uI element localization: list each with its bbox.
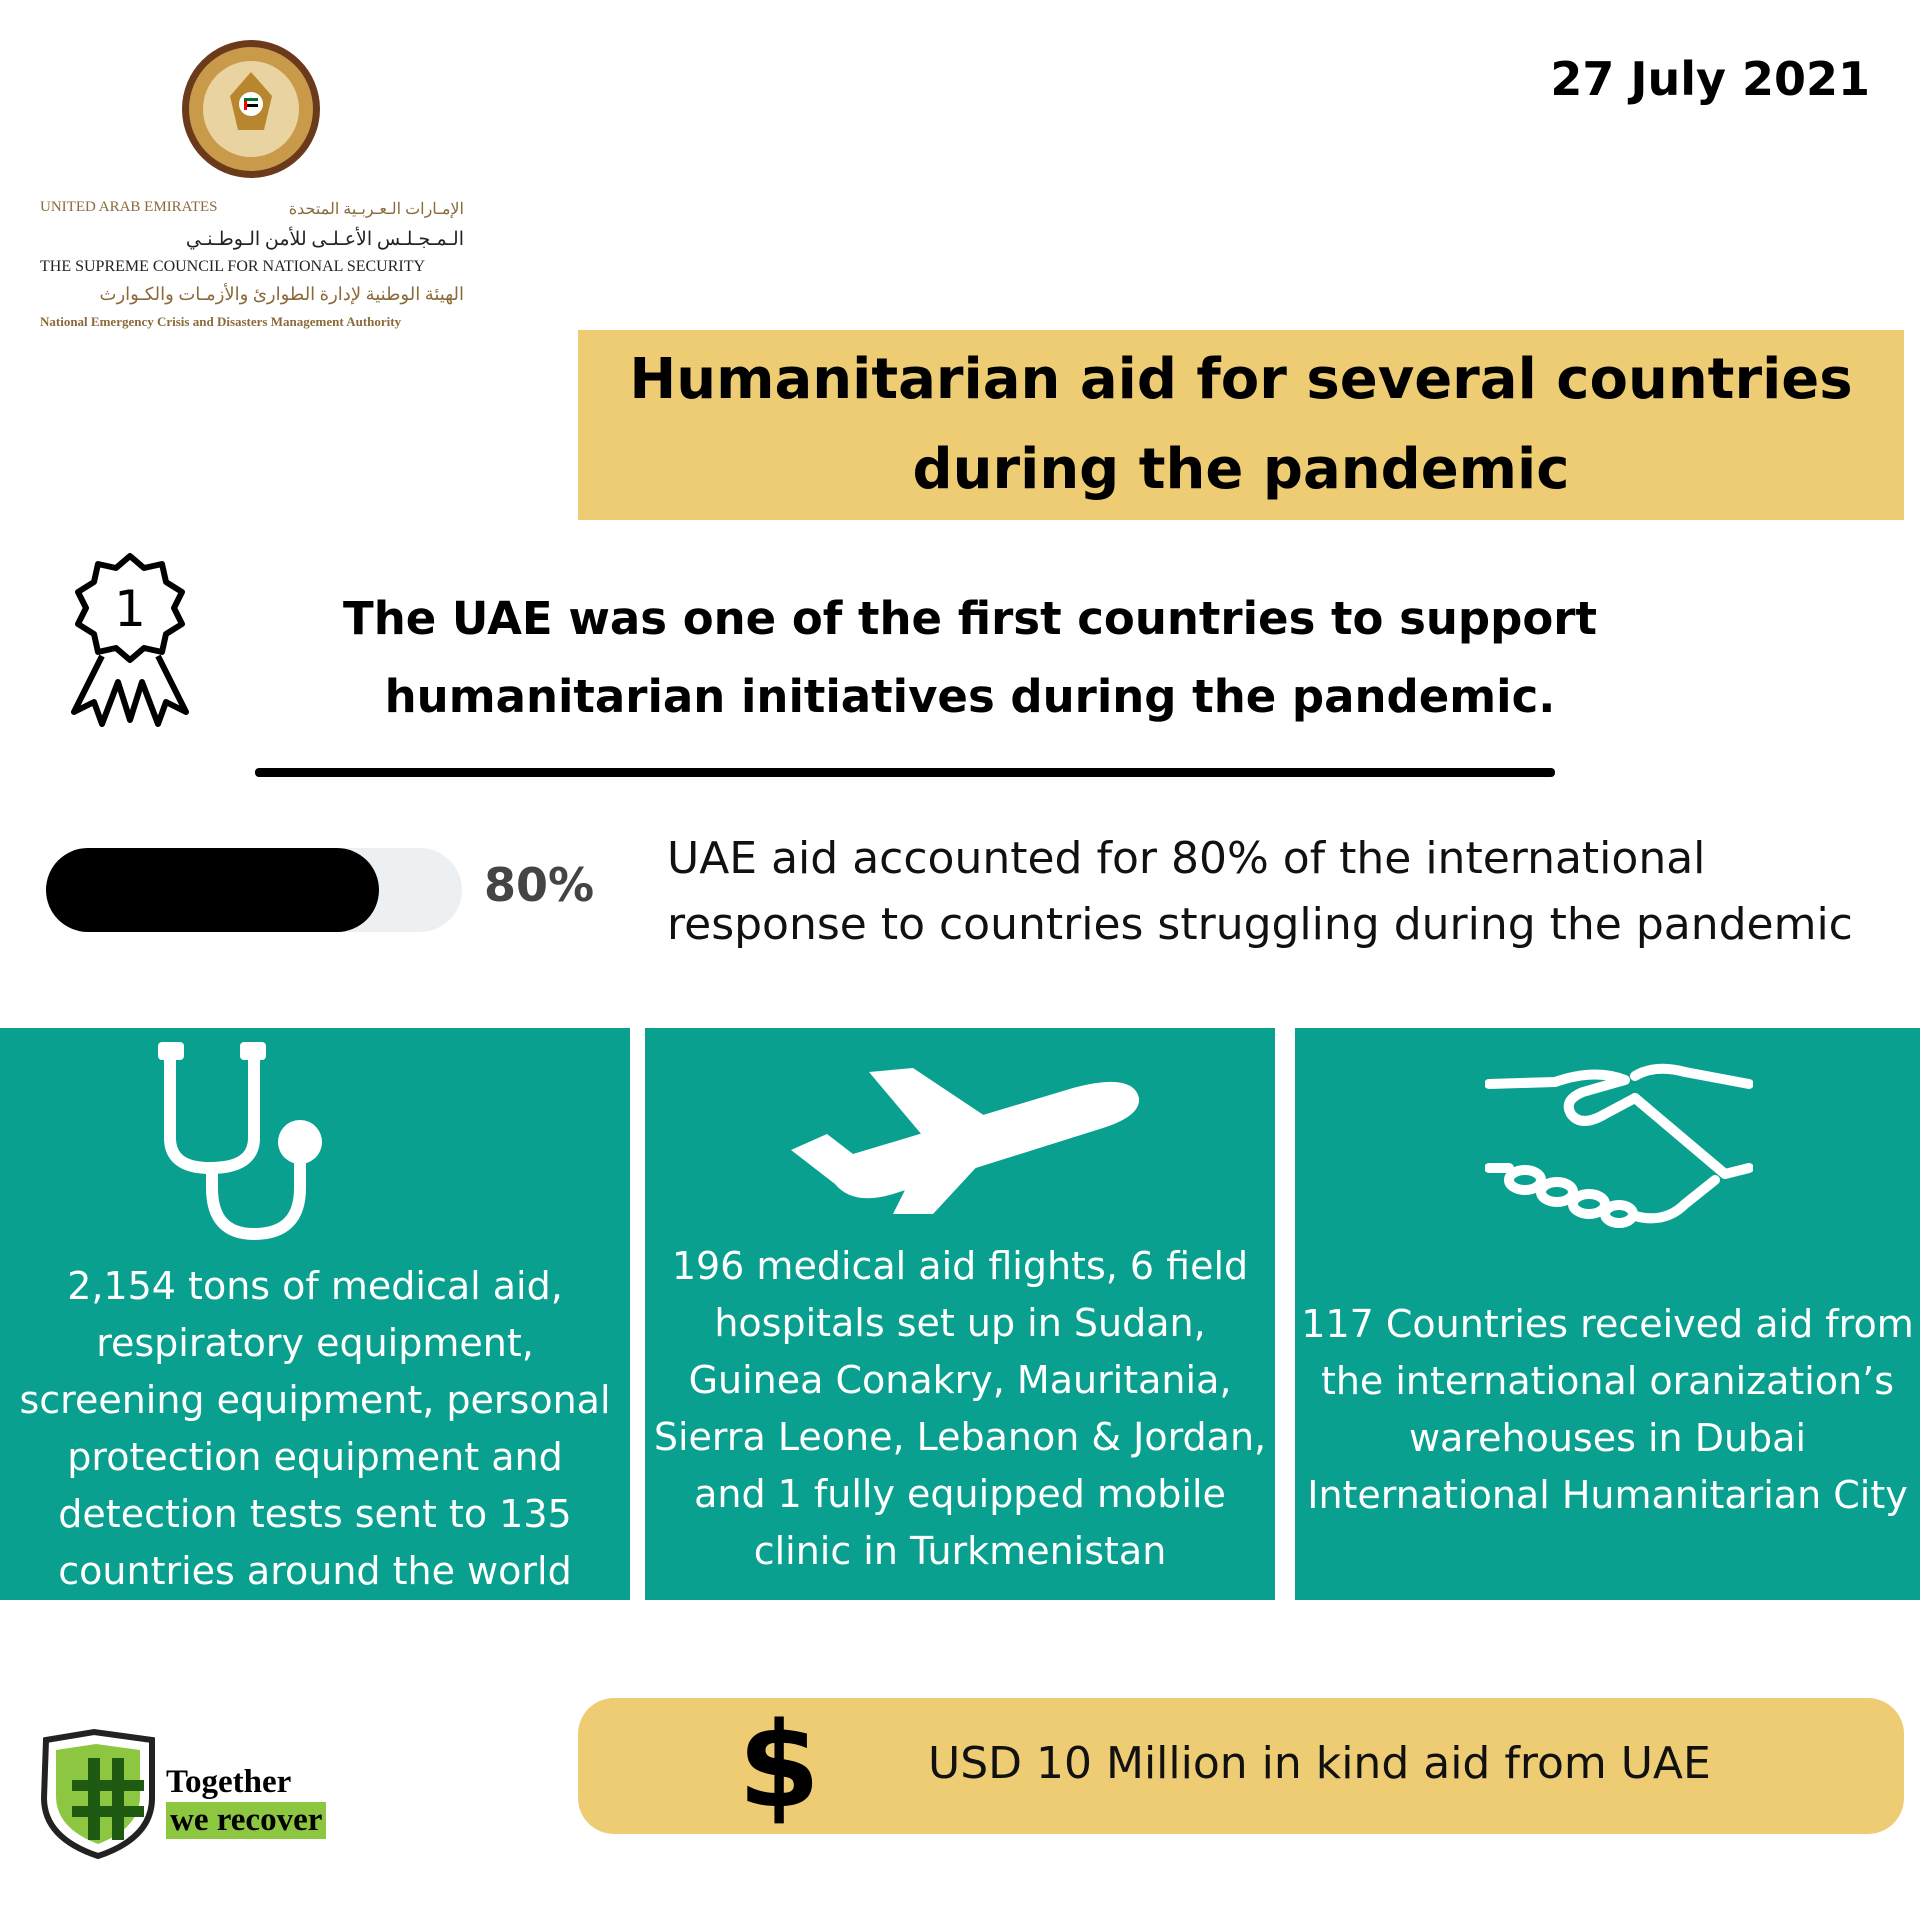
- council-name-ar: الـمـجـلـس الأعـلـى للأمن الـوطـنـي: [185, 229, 464, 250]
- uae-emblem-logo: [180, 38, 322, 180]
- dollar-icon: $: [738, 1696, 821, 1834]
- panel-medical-aid-text: 2,154 tons of medical aid, respiratory equipment, screening equipment, personal protection equipment and detection tests sent to 135 countries around the world: [19, 1264, 611, 1593]
- council-name-en: THE SUPREME COUNCIL FOR NATIONAL SECURITY: [40, 258, 426, 275]
- award-badge-number: 1: [114, 580, 146, 638]
- progress-description: UAE aid accounted for 80% of the international response to countries struggling during the pandemic: [667, 833, 1853, 950]
- hashtag-line-1: Together: [166, 1764, 292, 1800]
- panel-aid-flights-text: 196 medical aid flights, 6 field hospitals set up in Sudan, Guinea Conakry, Mauritania, Sierra Leone, Lebanon & Jordan, and 1 fully equipped mobile clinic in Turkmenistan: [653, 1244, 1267, 1573]
- stethoscope-icon: [150, 1038, 360, 1248]
- handshake-icon: [1485, 1056, 1753, 1236]
- authority-name-en: National Emergency Crisis and Disasters Management Authority: [40, 314, 402, 329]
- authority-name-ar: الهيئة الوطنية لإدارة الطوارئ والأزمـات والكـوارث: [99, 284, 464, 304]
- progress-label: 80%: [484, 858, 595, 912]
- progress-fill: [46, 848, 379, 932]
- headline-text: The UAE was one of the first countries to support humanitarian initiatives during the pandemic.: [343, 592, 1597, 723]
- divider: [255, 768, 1555, 777]
- page-title: Humanitarian aid for several countries during the pandemic: [578, 330, 1904, 520]
- org-name-en: UNITED ARAB EMIRATES: [40, 199, 218, 215]
- airplane-icon: [783, 1064, 1143, 1214]
- usd-aid-text: USD 10 Million in kind aid from UAE: [928, 1738, 1711, 1789]
- award-badge-icon: [66, 552, 194, 728]
- hashtag-line-2: we recover: [166, 1802, 326, 1839]
- org-name-ar: الإمـارات الـعـربـية المتحدة: [288, 201, 464, 218]
- panel-countries-received: [1295, 1028, 1920, 1600]
- panel-medical-aid: [0, 1028, 630, 1600]
- panel-countries-received-text: 117 Countries received aid from the international oranization’s warehouses in Dubai International Humanitarian City: [1301, 1302, 1914, 1517]
- panel-aid-flights: [645, 1028, 1275, 1600]
- publication-date: 27 July 2021: [1550, 52, 1870, 106]
